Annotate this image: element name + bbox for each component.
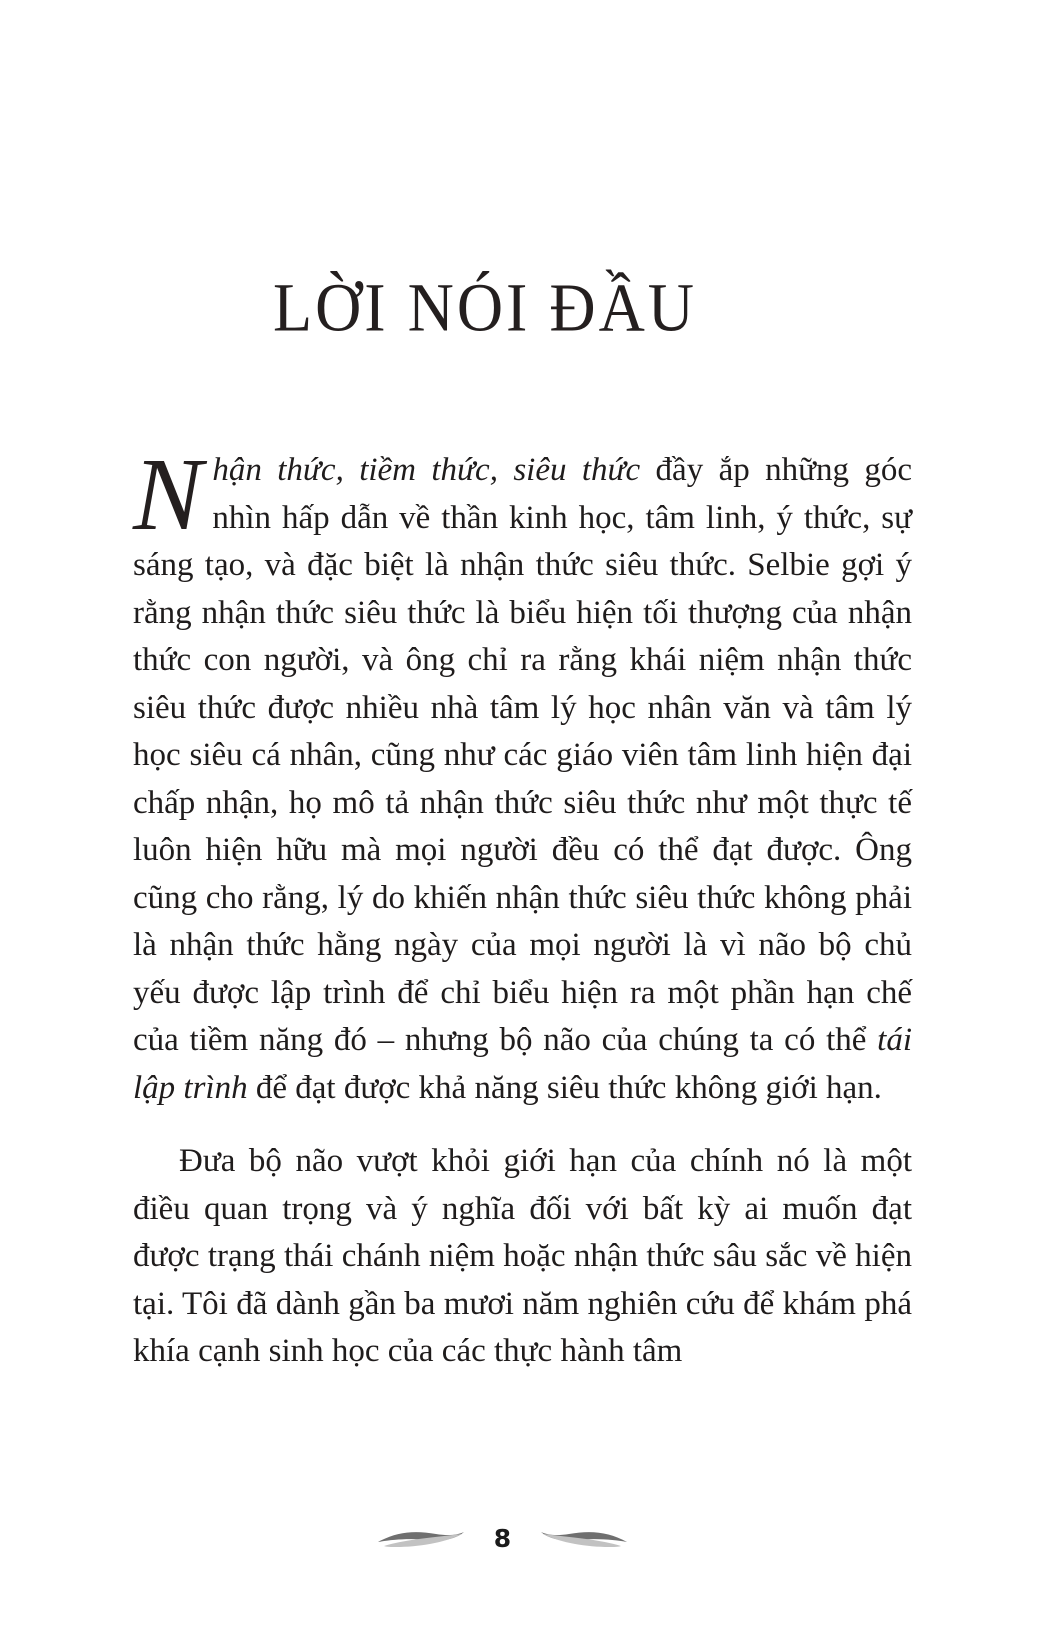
swash-flourish-right-icon [539,1526,631,1552]
paragraph-1-body: đầy ắp những góc nhìn hấp dẫn về thần kinh học, tâm linh, ý thức, sự sáng tạo, và đặc biệt là nhận thức siêu thức. Selbie gợi ý rằng nhận thức siêu thức là biểu hiện tối thượng của nhận thức con người, và ông chỉ ra rằng khái niệm nhận thức siêu thức được nhiều nhà tâm lý học nhân văn và tâm lý học siêu cá nhân, cũng như các giáo viên tâm linh hiện đại chấp nhận, họ mô tả nhận thức siêu thức như một thực tế luôn hiện hữu mà mọi người đều có thể đạt được. Ông cũng cho rằng, lý do khiến nhận thức siêu thức không phải là nhận thức hằng ngày của mọi người là vì não bộ chủ yếu được lập trình để chỉ biểu hiện ra một phần hạn chế của tiềm năng đó – nhưng bộ não của chúng ta có thể [133,452,912,1058]
drop-cap: N [133,437,203,552]
chapter-title: LỜI NÓI ĐẦU [272,269,698,346]
swash-flourish-left-icon [374,1526,466,1552]
paragraph-1 [133,437,912,1112]
italic-phrase-tai-lap-trinh: tái lập trình [133,1022,912,1106]
paragraph-2 [133,1138,912,1376]
body-text-block [133,437,912,1376]
page-number: 8 [493,1524,512,1553]
lead-italic-phrase: hận thức, tiềm thức, siêu thức [212,452,641,488]
paragraph-2-text: Đưa bộ não vượt khỏi giới hạn của chính nó là một điều quan trọng và ý nghĩa đối với bất kỳ ai muốn đạt được trạng thái chánh niệm hoặc nhận thức sâu sắc về hiện tại. Tôi đã dành gần ba mươi năm nghiên cứu để khám phá khía cạnh sinh học của các thực hành tâm [133,1143,912,1369]
page-footer [0,1524,1005,1553]
paragraph-1-tail: để đạt được khả năng siêu thức không giới hạn. [247,1069,882,1106]
